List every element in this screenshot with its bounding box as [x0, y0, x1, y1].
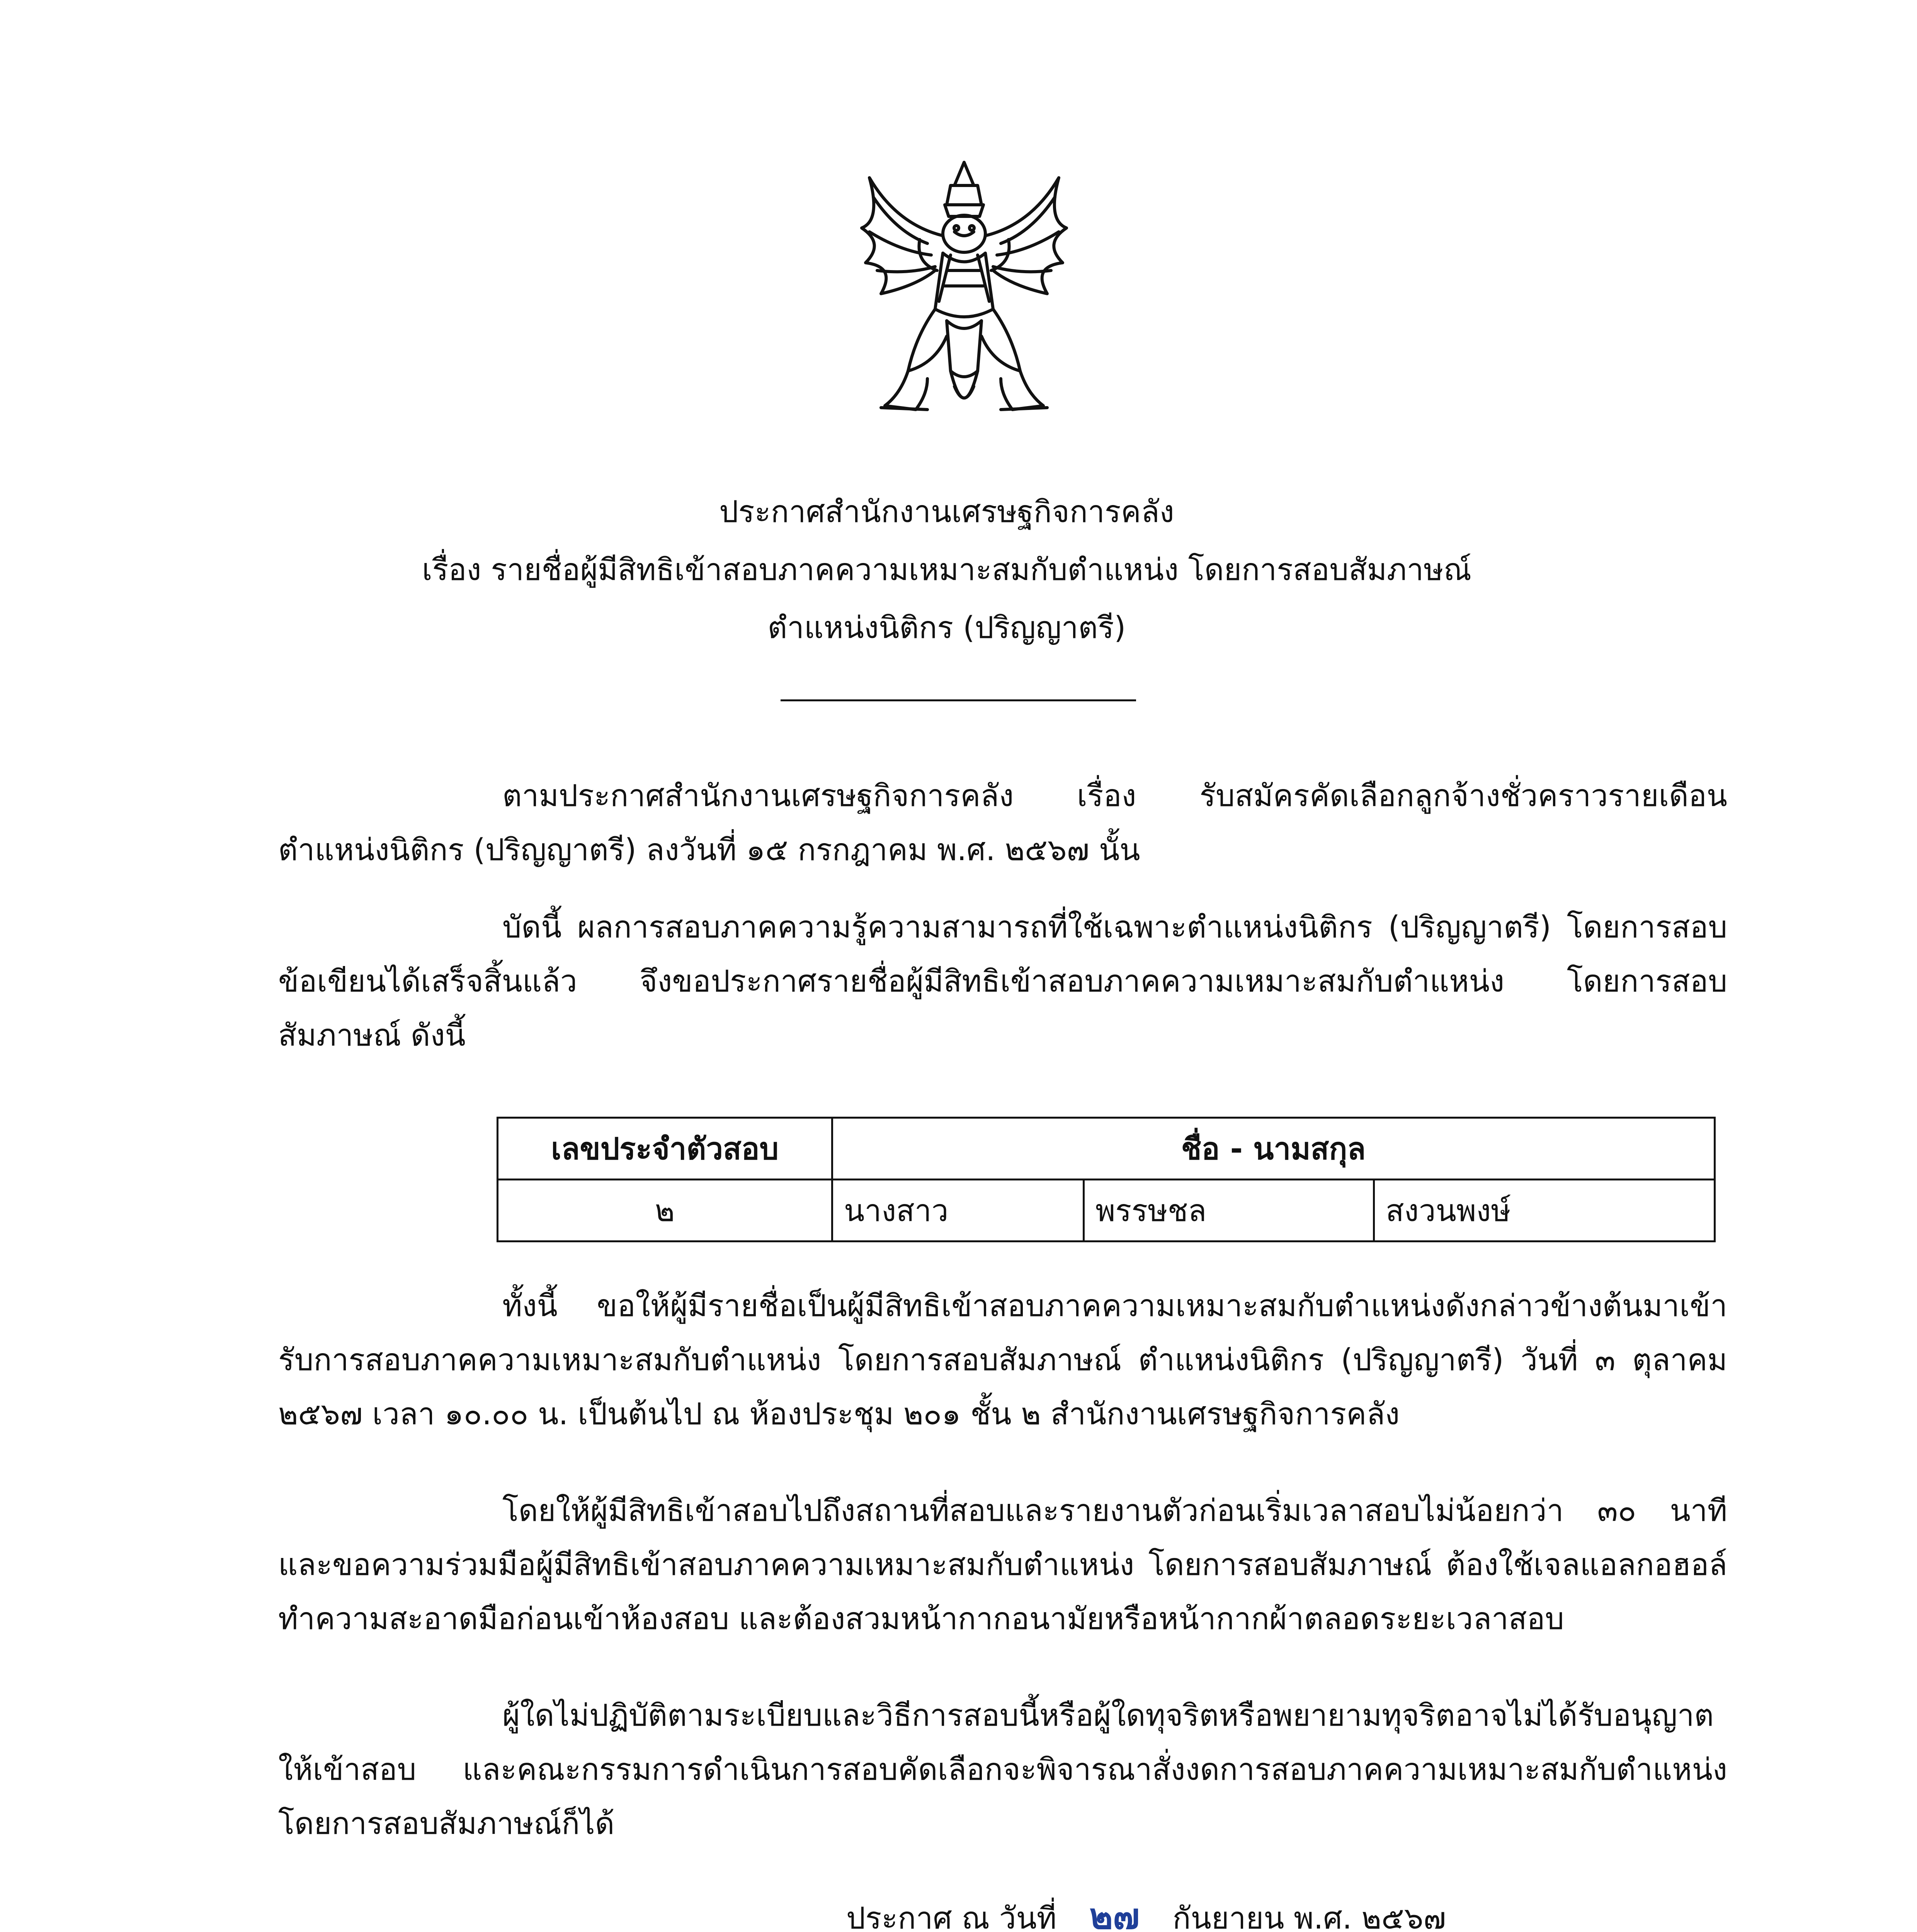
paragraph-reference: ตามประกาศสำนักงานเศรษฐกิจการคลัง เรื่อง รับสมัครคัดเลือกลูกจ้างชั่วคราวรายเดือน ตำแหน่งนิติกร (ปริญญาตรี) ลงวันที่ ๑๕ กรกฎาคม พ.ศ. ๒๕๖๗ นั้น — [278, 779, 1727, 867]
announcement-title: ประกาศสำนักงานเศรษฐกิจการคลัง — [719, 495, 1174, 529]
cell-first-name: พรรษชล — [1084, 1180, 1374, 1242]
garuda-emblem-icon — [839, 155, 1090, 433]
table-row — [498, 1180, 1715, 1242]
cell-title: นางสาว — [832, 1180, 1084, 1242]
candidate-table — [497, 1117, 1716, 1242]
paragraph-result: บัดนี้ ผลการสอบภาคความรู้ความสามารถที่ใช้เฉพาะตำแหน่งนิติกร (ปริญญาตรี) โดยการสอบข้อเขียนได้เสร็จสิ้นแล้ว จึงขอประกาศรายชื่อผู้มีสิทธิเข้าสอบภาคความเหมาะสมกับตำแหน่ง โดยการสอบสัมภาษณ์ ดังนี้ — [278, 910, 1727, 1053]
table-header-row — [498, 1118, 1715, 1180]
header-exam-id: เลขประจำตัวสอบ — [498, 1118, 832, 1180]
header-full-name: ชื่อ - นามสกุล — [832, 1118, 1715, 1180]
cell-exam-id: ๒ — [498, 1180, 832, 1242]
date-month-year: กันยายน พ.ศ. ๒๕๖๗ — [1172, 1901, 1446, 1932]
cell-last-name: สงวนพงษ์ — [1374, 1180, 1715, 1242]
paragraph-instructions: โดยให้ผู้มีสิทธิเข้าสอบไปถึงสถานที่สอบและรายงานตัวก่อนเริ่มเวลาสอบไม่น้อยกว่า ๓๐ นาที และขอความร่วมมือผู้มีสิทธิเข้าสอบภาคความเหมาะสมกับตำแหน่ง โดยการสอบสัมภาษณ์ ต้องใช้เจลแอลกอฮอล์ทำความสะอาดมือก่อนเข้าห้องสอบ และต้องสวมหน้ากากอนามัยหรือหน้ากากผ้าตลอดระยะเวลาสอบ — [278, 1493, 1727, 1636]
announcement-date — [846, 1889, 1446, 1932]
date-day-handwritten: ๒๗ — [1089, 1896, 1140, 1932]
paragraph-penalty: ผู้ใดไม่ปฏิบัติตามระเบียบและวิธีการสอบนี้หรือผู้ใดทุจริตหรือพยายามทุจริตอาจไม่ได้รับอนุญาตให้เข้าสอบ และคณะกรรมการดำเนินการสอบคัดเลือกจะพิจารณาสั่งงดการสอบภาคความเหมาะสมกับตำแหน่ง โดยการสอบสัมภาษณ์ก็ได้ — [278, 1698, 1727, 1841]
date-prefix: ประกาศ ณ วันที่ — [846, 1901, 1057, 1932]
header-divider — [781, 699, 1136, 701]
announcement-subject: เรื่อง รายชื่อผู้มีสิทธิเข้าสอบภาคความเหมาะสมกับตำแหน่ง โดยการสอบสัมภาษณ์ — [422, 553, 1471, 587]
announcement-position: ตำแหน่งนิติกร (ปริญญาตรี) — [767, 611, 1126, 645]
paragraph-interview-schedule: ทั้งนี้ ขอให้ผู้มีรายชื่อเป็นผู้มีสิทธิเข้าสอบภาคความเหมาะสมกับตำแหน่งดังกล่าวข้างต้นมาเข้ารับการสอบภาคความเหมาะสมกับตำแหน่ง โดยการสอบสัมภาษณ์ ตำแหน่งนิติกร (ปริญญาตรี) วันที่ ๓ ตุลาคม ๒๕๖๗ เวลา ๑๐.๐๐ น. เป็นต้นไป ณ ห้องประชุม ๒๐๑ ชั้น ๒ สำนักงานเศรษฐกิจการคลัง — [278, 1289, 1727, 1432]
